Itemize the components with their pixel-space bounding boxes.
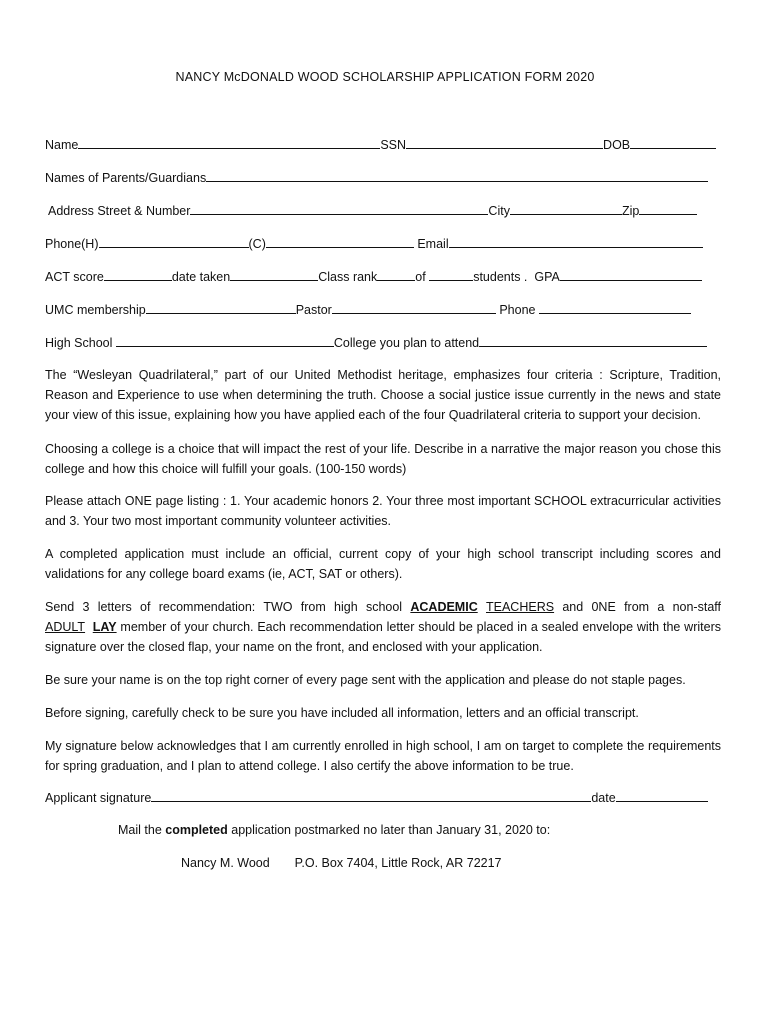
pastor-label: Pastor <box>295 303 332 317</box>
address-po-box: P.O. Box 7404, Little Rock, AR 72217 <box>294 856 502 870</box>
mailing-address <box>181 856 502 870</box>
school-row <box>45 335 721 350</box>
email-field[interactable] <box>449 236 703 248</box>
college-label: College you plan to attend <box>333 336 480 350</box>
letters-text-c: member of your church. Each recommendation letter should be placed in a sealed envelope with the writers signature over the closed flap, your name on the front, and enclosed with your application. <box>45 620 721 654</box>
name-corner-text: Be sure your name is on the top right corner of every page sent with the application and please do not staple pages. <box>45 673 686 687</box>
email-label: Email <box>417 237 449 251</box>
umc-label: UMC membership <box>45 303 146 317</box>
parents-row <box>45 170 721 185</box>
before-signing-text: Before signing, carefully check to be sure you have included all information, letters and an official transcript. <box>45 706 639 720</box>
phone-cell-field[interactable] <box>266 236 414 248</box>
ssn-label: SSN <box>380 138 407 152</box>
adult-emphasis: ADULT <box>45 620 86 634</box>
transcript-paragraph <box>45 544 721 584</box>
wesleyan-text: The “Wesleyan Quadrilateral,” part of our United Methodist heritage, emphasizes four criteria : Scripture, Tradition, Reason and Experience to use when determining the truth. Choose a social justice issue currently in the news and state your view of this issue, explaining how you have applied each of the four Quadrilateral criteria to support your decision. <box>45 368 721 422</box>
letters-text-b: and 0NE from a non-staff <box>554 600 721 614</box>
teachers-emphasis: TEACHERS <box>486 600 555 614</box>
mail-instructions <box>118 823 550 837</box>
date-taken-label: date taken <box>171 270 231 284</box>
umc-row <box>45 302 721 317</box>
parents-field[interactable] <box>206 170 708 182</box>
phone-home-field[interactable] <box>99 236 249 248</box>
students-label: students . <box>473 270 528 284</box>
name-field[interactable] <box>78 137 380 149</box>
lay-emphasis: LAY <box>92 620 117 634</box>
mail-suffix: application postmarked no later than January 31, 2020 to: <box>227 823 551 837</box>
transcript-text: A completed application must include an official, current copy of your high school transcript including scores and validations for any college board exams (ie, ACT, SAT or others). <box>45 547 721 581</box>
signature-date-label: date <box>591 791 616 805</box>
class-size-field[interactable] <box>429 269 473 281</box>
church-phone-field[interactable] <box>539 302 691 314</box>
form-title: NANCY McDONALD WOOD SCHOLARSHIP APPLICATION FORM 2020 <box>175 70 595 84</box>
phone-home-label: Phone(H) <box>45 237 99 251</box>
class-rank-field[interactable] <box>377 269 415 281</box>
college-field[interactable] <box>479 335 707 347</box>
mail-completed-emphasis: completed <box>165 823 228 837</box>
class-rank-label: Class rank <box>318 270 378 284</box>
letters-text-a: Send 3 letters of recommendation: TWO from high school <box>45 600 411 614</box>
act-row <box>45 269 721 284</box>
letters-text <box>45 597 721 657</box>
address-field[interactable] <box>190 203 488 215</box>
address-label: Address Street & Number <box>48 204 191 218</box>
high-school-field[interactable] <box>116 335 334 347</box>
name-label: Name <box>45 138 79 152</box>
phone-cell-label: (C) <box>248 237 266 251</box>
attach-paragraph <box>45 491 721 531</box>
city-field[interactable] <box>510 203 622 215</box>
name-corner-paragraph <box>45 670 721 690</box>
of-label: of <box>415 270 426 284</box>
church-phone-label: Phone <box>499 303 536 317</box>
letters-paragraph <box>45 597 721 657</box>
umc-field[interactable] <box>146 302 296 314</box>
address-name: Nancy M. Wood <box>181 856 270 870</box>
parents-label: Names of Parents/Guardians <box>45 171 207 185</box>
high-school-label: High School <box>45 336 113 350</box>
mail-prefix: Mail the <box>118 823 166 837</box>
zip-field[interactable] <box>639 203 697 215</box>
phone-row <box>45 236 721 251</box>
signature-row <box>45 790 721 805</box>
attach-text: Please attach ONE page listing : 1. Your academic honors 2. Your three most important SCHOOL extracurricular activities and 3. Your two most important community volunteer activities. <box>45 494 721 528</box>
college-choice-text: Choosing a college is a choice that will impact the rest of your life. Describe in a narrative the major reason you chose this college and how this choice will fulfill your goals. (100-150 words) <box>45 442 721 476</box>
signature-date-field[interactable] <box>616 790 708 802</box>
college-choice-paragraph <box>45 439 721 479</box>
dob-field[interactable] <box>630 137 716 149</box>
zip-label: Zip <box>621 204 640 218</box>
gpa-field[interactable] <box>560 269 702 281</box>
ssn-field[interactable] <box>406 137 603 149</box>
dob-label: DOB <box>603 138 631 152</box>
name-row <box>45 137 721 152</box>
signature-ack-text: My signature below acknowledges that I am currently enrolled in high school, I am on target to complete the requirements for spring graduation, and I plan to attend college. I also certify the above information to be true. <box>45 739 721 773</box>
academic-emphasis: ACADEMIC <box>410 600 478 614</box>
gpa-label: GPA <box>534 270 560 284</box>
applicant-signature-field[interactable] <box>151 790 591 802</box>
act-score-field[interactable] <box>104 269 172 281</box>
date-taken-field[interactable] <box>230 269 318 281</box>
before-signing-paragraph <box>45 703 721 723</box>
wesleyan-paragraph <box>45 365 721 425</box>
pastor-field[interactable] <box>332 302 496 314</box>
act-score-label: ACT score <box>45 270 104 284</box>
city-label: City <box>488 204 510 218</box>
signature-ack-paragraph <box>45 736 721 776</box>
applicant-signature-label: Applicant signature <box>45 791 152 805</box>
address-row <box>48 203 724 218</box>
